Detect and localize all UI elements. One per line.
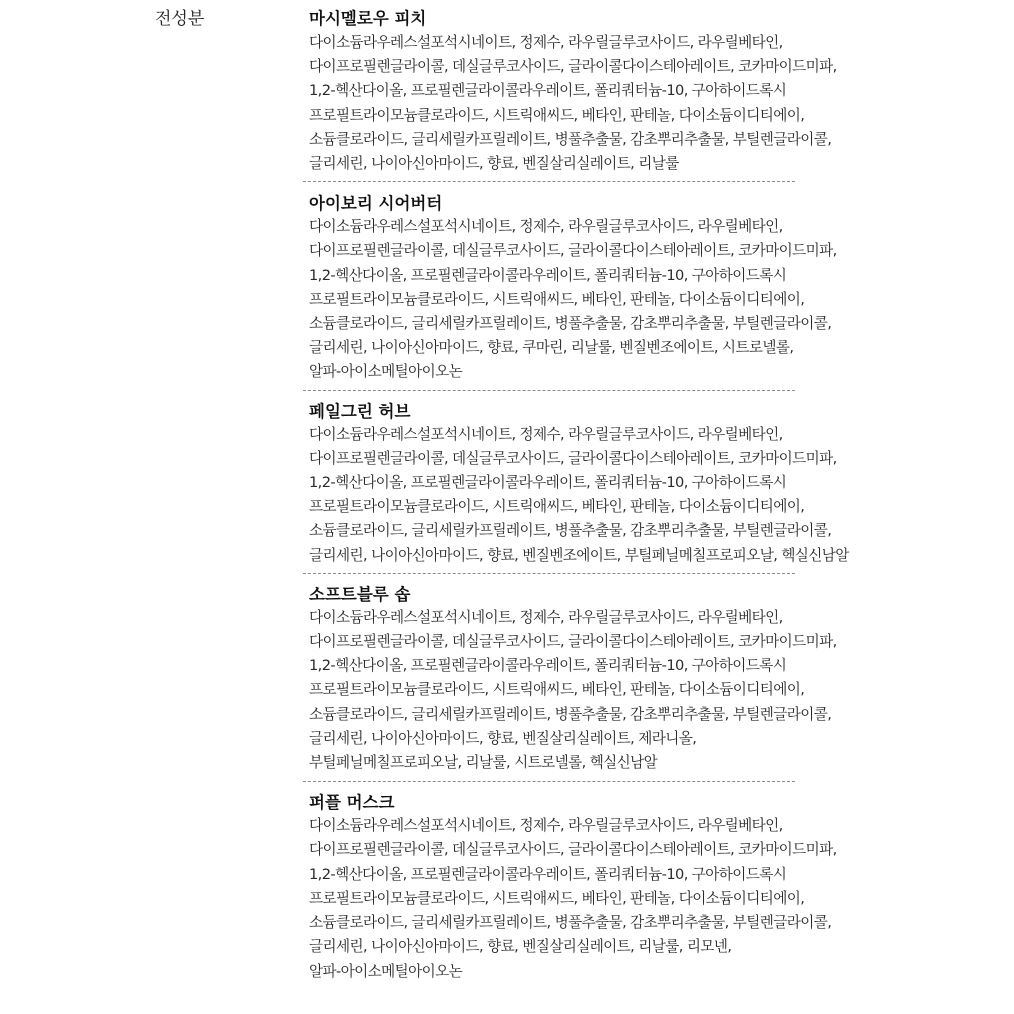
ingredient-line: 프로필트라이모늄클로라이드, 시트릭애씨드, 베타인, 판테놀, 다이소듐이디티에이,: [309, 889, 805, 907]
ingredient-line: 프로필트라이모늄클로라이드, 시트릭애씨드, 베타인, 판테놀, 다이소듐이디티에이,: [309, 290, 805, 308]
ingredient-line: 부틸페닐메칠프로피오날, 리날룰, 시트로넬롤, 헥실신남알: [309, 754, 658, 772]
ingredient-list: [303, 0, 849, 984]
ingredient-line: 다이소듐라우레스설포석시네이트, 정제수, 라우릴글루코사이드, 라우릴베타인,: [309, 817, 783, 835]
ingredient-line: 1,2-헥산다이올, 프로필렌글라이콜라우레이트, 폴리쿼터늄-10, 구아하이드록시: [309, 82, 787, 100]
ingredient-line: 다이소듐라우레스설포석시네이트, 정제수, 라우릴글루코사이드, 라우릴베타인,: [309, 608, 783, 626]
ingredient-line: 글리세린, 나이아신아마이드, 향료, 벤질살리실레이트, 리날룰, 리모넨,: [309, 938, 732, 956]
ingredient-line: 1,2-헥산다이올, 프로필렌글라이콜라우레이트, 폴리쿼터늄-10, 구아하이드록시: [309, 657, 787, 675]
ingredient-line: 프로필트라이모늄클로라이드, 시트릭애씨드, 베타인, 판테놀, 다이소듐이디티에이,: [309, 681, 805, 699]
ingredient-line: 글리세린, 나이아신아마이드, 향료, 벤질살리실레이트, 리날룰: [309, 155, 679, 173]
ingredient-text: [309, 215, 837, 384]
ingredient-line: 다이소듐라우레스설포석시네이트, 정제수, 라우릴글루코사이드, 라우릴베타인,: [309, 425, 783, 443]
product-block-purple-musk: [303, 782, 837, 983]
product-block-pale-green-herb: [303, 391, 849, 568]
ingredient-text: [309, 606, 837, 775]
ingredient-line: 소듐클로라이드, 글리세릴카프릴레이트, 병풀추출물, 감초뿌리추출물, 부틸렌글라이콜,: [309, 130, 832, 148]
ingredient-line: 소듐클로라이드, 글리세릴카프릴레이트, 병풀추출물, 감초뿌리추출물, 부틸렌글라이콜,: [309, 315, 832, 333]
ingredient-line: 소듐클로라이드, 글리세릴카프릴레이트, 병풀추출물, 감초뿌리추출물, 부틸렌글라이콜,: [309, 522, 832, 540]
ingredient-line: 다이프로필렌글라이콜, 데실글루코사이드, 글라이콜다이스테아레이트, 코카마이드미파,: [309, 449, 837, 467]
product-block-marshmallow-peach: [303, 0, 837, 176]
product-name: 마시멜로우 피치: [309, 9, 427, 28]
ingredient-line: 알파-아이소메틸아이오논: [309, 962, 463, 980]
ingredient-line: 1,2-헥산다이올, 프로필렌글라이콜라우레이트, 폴리쿼터늄-10, 구아하이드록시: [309, 865, 787, 883]
ingredient-line: 1,2-헥산다이올, 프로필렌글라이콜라우레이트, 폴리쿼터늄-10, 구아하이드록시: [309, 266, 787, 284]
ingredient-line: 프로필트라이모늄클로라이드, 시트릭애씨드, 베타인, 판테놀, 다이소듐이디티에이,: [309, 498, 805, 516]
ingredient-text: [309, 423, 849, 568]
ingredient-line: 1,2-헥산다이올, 프로필렌글라이콜라우레이트, 폴리쿼터늄-10, 구아하이드록시: [309, 474, 787, 492]
product-block-soft-blue-soap: [303, 574, 837, 775]
ingredient-line: 다이소듐라우레스설포석시네이트, 정제수, 라우릴글루코사이드, 라우릴베타인,: [309, 34, 783, 51]
ingredient-line: 다이프로필렌글라이콜, 데실글루코사이드, 글라이콜다이스테아레이트, 코카마이드미파,: [309, 841, 837, 859]
ingredient-text: [309, 814, 837, 983]
ingredient-line: 다이프로필렌글라이콜, 데실글루코사이드, 글라이콜다이스테아레이트, 코카마이드미파,: [309, 633, 837, 651]
ingredient-line: 글리세린, 나이아신아마이드, 향료, 벤질살리실레이트, 제라니올,: [309, 729, 697, 747]
product-name: 아이보리 시어버터: [309, 194, 443, 214]
ingredient-line: 다이프로필렌글라이콜, 데실글루코사이드, 글라이콜다이스테아레이트, 코카마이드미파,: [309, 58, 837, 76]
ingredient-line: 글리세린, 나이아신아마이드, 향료, 벤질벤조에이트, 부틸페닐메칠프로피오날, 헥실신남알: [309, 546, 849, 564]
ingredient-line: 다이프로필렌글라이콜, 데실글루코사이드, 글라이콜다이스테아레이트, 코카마이드미파,: [309, 242, 837, 260]
ingredient-text: [309, 31, 837, 176]
product-name: 소프트블루 솝: [309, 584, 411, 604]
ingredient-line: 소듐클로라이드, 글리세릴카프릴레이트, 병풀추출물, 감초뿌리추출물, 부틸렌글라이콜,: [309, 705, 832, 723]
section-label-ingredients: 전성분: [155, 9, 205, 29]
ingredient-line: 프로필트라이모늄클로라이드, 시트릭애씨드, 베타인, 판테놀, 다이소듐이디티에이,: [309, 106, 805, 124]
ingredient-line: 다이소듐라우레스설포석시네이트, 정제수, 라우릴글루코사이드, 라우릴베타인,: [309, 218, 783, 236]
product-name: 페일그린 허브: [309, 401, 411, 421]
ingredient-line: 알파-아이소메틸아이오논: [309, 363, 463, 381]
ingredient-line: 소듐클로라이드, 글리세릴카프릴레이트, 병풀추출물, 감초뿌리추출물, 부틸렌글라이콜,: [309, 914, 832, 932]
product-block-ivory-shea-butter: [303, 182, 837, 384]
product-name: 퍼플 머스크: [309, 793, 395, 813]
ingredient-line: 글리세린, 나이아신아마이드, 향료, 쿠마린, 리날룰, 벤질벤조에이트, 시트로넬롤,: [309, 339, 794, 357]
